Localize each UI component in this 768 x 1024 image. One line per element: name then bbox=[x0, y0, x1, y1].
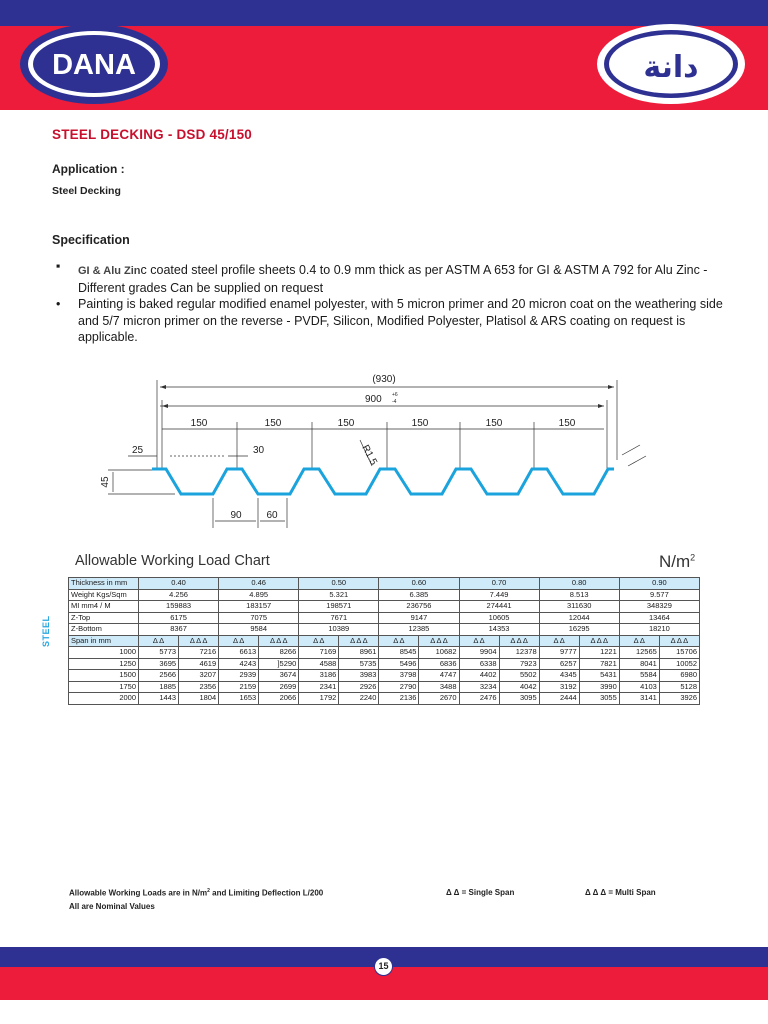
table-row bbox=[69, 635, 700, 647]
load-cell: 3488 bbox=[419, 681, 459, 693]
spec-bullet-1-prefix: GI & Alu Zin bbox=[78, 265, 141, 277]
span-type-multi: Δ Δ Δ bbox=[659, 635, 699, 647]
table-cell: 274441 bbox=[459, 601, 539, 613]
footnote-loads-a: Allowable Working Loads are in N/m bbox=[69, 888, 208, 898]
dimension-arrows bbox=[160, 385, 614, 408]
dim-pitch-6: 150 bbox=[558, 418, 576, 429]
load-cell: 2670 bbox=[419, 693, 459, 705]
load-cell: 4345 bbox=[539, 670, 579, 682]
load-cell: 3141 bbox=[619, 693, 659, 705]
load-cell: 6980 bbox=[659, 670, 699, 682]
table-cell: 7075 bbox=[219, 612, 299, 624]
dim-tol-plus: +6 bbox=[392, 392, 398, 398]
specification-list bbox=[56, 259, 724, 346]
logo-en-text: DANA bbox=[52, 49, 136, 81]
chart-unit-text: N/m bbox=[659, 552, 691, 571]
dim-pitch-1: 150 bbox=[190, 418, 208, 429]
load-cell: 5735 bbox=[339, 658, 379, 670]
row-label: Weight Kgs/Sqm bbox=[69, 589, 139, 601]
table-cell: 14353 bbox=[459, 624, 539, 636]
span-rows bbox=[69, 647, 700, 705]
spec-bullet-2-text: Painting is baked regular modified enamel polyester, with 5 micron primer and 20 micron coat on the weathering side and 5/7 micron primer on the reverse - PVDF, Silicon, Modified Polyester, Platisol & ARS coating on request is applicable. bbox=[78, 297, 723, 344]
dim-bottom: 90 bbox=[230, 510, 242, 521]
table-row bbox=[69, 624, 700, 636]
load-cell: 8961 bbox=[339, 647, 379, 659]
span-value: 2000 bbox=[69, 693, 139, 705]
load-cell: 3798 bbox=[379, 670, 419, 682]
load-cell: 7821 bbox=[579, 658, 619, 670]
load-cell: 2444 bbox=[539, 693, 579, 705]
table-cell: 9584 bbox=[219, 624, 299, 636]
load-cell: 2356 bbox=[179, 681, 219, 693]
load-cell: 8545 bbox=[379, 647, 419, 659]
dim-top-flange: 30 bbox=[253, 445, 265, 456]
table-cell: 12385 bbox=[379, 624, 459, 636]
span-type-multi: Δ Δ Δ bbox=[259, 635, 299, 647]
table-cell: 9.577 bbox=[619, 589, 699, 601]
load-cell: 7923 bbox=[499, 658, 539, 670]
table-row bbox=[69, 612, 700, 624]
load-cell: 9904 bbox=[459, 647, 499, 659]
legend-single-span: Δ Δ = Single Span bbox=[446, 888, 515, 897]
table-row bbox=[69, 670, 700, 682]
table-cell: 7671 bbox=[299, 612, 379, 624]
table-row bbox=[69, 578, 700, 590]
table-cell: 12044 bbox=[539, 612, 619, 624]
bullet-dot: ▪ bbox=[56, 259, 61, 273]
table-row bbox=[69, 601, 700, 613]
load-cell: 6338 bbox=[459, 658, 499, 670]
table-cell: 13464 bbox=[619, 612, 699, 624]
row-label: Z-Top bbox=[69, 612, 139, 624]
footnote-loads-sup: 2 bbox=[207, 888, 210, 894]
load-cell: 1792 bbox=[299, 693, 339, 705]
load-cell: 2926 bbox=[339, 681, 379, 693]
span-value: 1000 bbox=[69, 647, 139, 659]
load-cell: 3674 bbox=[259, 670, 299, 682]
load-cell: 3186 bbox=[299, 670, 339, 682]
table-cell: 10389 bbox=[299, 624, 379, 636]
table-row bbox=[69, 647, 700, 659]
load-cell: 4588 bbox=[299, 658, 339, 670]
table-cell: 311630 bbox=[539, 601, 619, 613]
load-cell: 4402 bbox=[459, 670, 499, 682]
load-cell: 8041 bbox=[619, 658, 659, 670]
load-cell: 2159 bbox=[219, 681, 259, 693]
table-cell: 8367 bbox=[139, 624, 219, 636]
load-cell: 10052 bbox=[659, 658, 699, 670]
application-value: Steel Decking bbox=[52, 185, 121, 197]
footnote-nominal: All are Nominal Values bbox=[69, 902, 155, 911]
load-cell: 4747 bbox=[419, 670, 459, 682]
table-cell: 4.895 bbox=[219, 589, 299, 601]
spec-bullet-2 bbox=[56, 296, 724, 346]
table-cell: 183157 bbox=[219, 601, 299, 613]
dimension-labels bbox=[100, 374, 576, 521]
span-type-multi: Δ Δ Δ bbox=[419, 635, 459, 647]
load-cell: 5584 bbox=[619, 670, 659, 682]
application-heading: Application : bbox=[52, 162, 125, 176]
load-cell: 3207 bbox=[179, 670, 219, 682]
load-cell: 4243 bbox=[219, 658, 259, 670]
load-cell: 3055 bbox=[579, 693, 619, 705]
steel-side-label: STEEL bbox=[41, 615, 51, 647]
page-number: 15 bbox=[374, 957, 393, 976]
load-cell: 5496 bbox=[379, 658, 419, 670]
chart-title: Allowable Working Load Chart bbox=[75, 553, 270, 569]
load-cell: 2699 bbox=[259, 681, 299, 693]
table-row bbox=[69, 681, 700, 693]
dim-web: 60 bbox=[266, 510, 278, 521]
table-cell: 10605 bbox=[459, 612, 539, 624]
table-cell: 4.256 bbox=[139, 589, 219, 601]
span-type-single: Δ Δ bbox=[219, 635, 259, 647]
spec-bullet-1 bbox=[56, 259, 724, 296]
table-cell: 0.40 bbox=[139, 578, 219, 590]
span-value: 1500 bbox=[69, 670, 139, 682]
span-type-single: Δ Δ bbox=[459, 635, 499, 647]
load-cell: 3990 bbox=[579, 681, 619, 693]
dim-tol-minus: -4 bbox=[392, 399, 397, 405]
table-cell: 0.90 bbox=[619, 578, 699, 590]
load-cell: 2790 bbox=[379, 681, 419, 693]
load-cell: 4619 bbox=[179, 658, 219, 670]
load-cell: 8266 bbox=[259, 647, 299, 659]
footnote-loads-b: and Limiting Deflection L/200 bbox=[209, 888, 324, 898]
dim-edge: 25 bbox=[132, 445, 144, 456]
span-type-single: Δ Δ bbox=[139, 635, 179, 647]
load-cell: 1443 bbox=[139, 693, 179, 705]
spec-bullet-1-text: c coated steel profile sheets 0.4 to 0.9 mm thick as per ASTM A 653 for GI & ASTM A 792 for Alu Zinc - Different grades Can be supplied on request bbox=[78, 263, 708, 295]
span-type-single: Δ Δ bbox=[619, 635, 659, 647]
dim-pitch-2: 150 bbox=[264, 418, 282, 429]
load-cell: 3926 bbox=[659, 693, 699, 705]
load-cell: 4042 bbox=[499, 681, 539, 693]
row-label: Z-Bottom bbox=[69, 624, 139, 636]
load-cell: 2136 bbox=[379, 693, 419, 705]
load-cell: 5431 bbox=[579, 670, 619, 682]
load-cell: 2476 bbox=[459, 693, 499, 705]
dim-pitch-4: 150 bbox=[411, 418, 429, 429]
load-cell: 6257 bbox=[539, 658, 579, 670]
dana-logo-ar bbox=[595, 22, 747, 106]
load-cell: 12565 bbox=[619, 647, 659, 659]
chart-unit-sup: 2 bbox=[690, 552, 696, 563]
span-type-single: Δ Δ bbox=[299, 635, 339, 647]
dim-cover: 900 bbox=[365, 394, 382, 405]
dim-radius: R1.5 bbox=[359, 443, 379, 468]
table-cell: 159883 bbox=[139, 601, 219, 613]
table-row bbox=[69, 658, 700, 670]
footnote-loads bbox=[69, 888, 323, 898]
table-cell: 236756 bbox=[379, 601, 459, 613]
load-cell: 2066 bbox=[259, 693, 299, 705]
dim-height: 45 bbox=[100, 476, 111, 488]
table-cell: 7.449 bbox=[459, 589, 539, 601]
dim-pitch-5: 150 bbox=[485, 418, 503, 429]
load-cell: ]5290 bbox=[259, 658, 299, 670]
table-cell: 0.50 bbox=[299, 578, 379, 590]
dana-logo-en bbox=[18, 22, 170, 106]
table-cell: 9147 bbox=[379, 612, 459, 624]
load-cell: 6836 bbox=[419, 658, 459, 670]
deck-profile bbox=[152, 469, 614, 494]
load-cell: 10682 bbox=[419, 647, 459, 659]
load-cell: 1804 bbox=[179, 693, 219, 705]
load-cell: 2939 bbox=[219, 670, 259, 682]
page-title: STEEL DECKING - DSD 45/150 bbox=[52, 127, 253, 142]
load-cell: 9777 bbox=[539, 647, 579, 659]
chart-unit bbox=[659, 552, 695, 572]
load-chart-table bbox=[68, 577, 700, 705]
load-cell: 1885 bbox=[139, 681, 179, 693]
dim-overall: (930) bbox=[372, 374, 396, 385]
load-cell: 5773 bbox=[139, 647, 179, 659]
table-cell: 5.321 bbox=[299, 589, 379, 601]
logo-ar-text: دانة bbox=[643, 50, 699, 85]
load-cell: 2566 bbox=[139, 670, 179, 682]
table-cell: 0.70 bbox=[459, 578, 539, 590]
specification-heading: Specification bbox=[52, 233, 130, 247]
load-cell: 15706 bbox=[659, 647, 699, 659]
row-label: Thickness in mm bbox=[69, 578, 139, 590]
load-cell: 1653 bbox=[219, 693, 259, 705]
load-cell: 4103 bbox=[619, 681, 659, 693]
load-cell: 2341 bbox=[299, 681, 339, 693]
span-value: 1250 bbox=[69, 658, 139, 670]
row-label: Span in mm bbox=[69, 635, 139, 647]
span-type-multi: Δ Δ Δ bbox=[179, 635, 219, 647]
dim-pitch-3: 150 bbox=[337, 418, 355, 429]
span-type-multi: Δ Δ Δ bbox=[339, 635, 379, 647]
span-type-multi: Δ Δ Δ bbox=[499, 635, 539, 647]
load-cell: 7169 bbox=[299, 647, 339, 659]
bullet-dot: • bbox=[56, 297, 61, 311]
span-type-single: Δ Δ bbox=[379, 635, 419, 647]
span-value: 1750 bbox=[69, 681, 139, 693]
table-row bbox=[69, 589, 700, 601]
load-cell: 1221 bbox=[579, 647, 619, 659]
table-cell: 0.46 bbox=[219, 578, 299, 590]
load-cell: 2240 bbox=[339, 693, 379, 705]
table-cell: 6.385 bbox=[379, 589, 459, 601]
table-cell: 0.80 bbox=[539, 578, 619, 590]
table-cell: 8.513 bbox=[539, 589, 619, 601]
legend-multi-span: Δ Δ Δ = Multi Span bbox=[585, 888, 656, 897]
load-cell: 5128 bbox=[659, 681, 699, 693]
load-cell: 3095 bbox=[499, 693, 539, 705]
table-cell: 16295 bbox=[539, 624, 619, 636]
load-cell: 6613 bbox=[219, 647, 259, 659]
load-cell: 7216 bbox=[179, 647, 219, 659]
load-cell: 12378 bbox=[499, 647, 539, 659]
table-cell: 198571 bbox=[299, 601, 379, 613]
table-cell: 0.60 bbox=[379, 578, 459, 590]
table-cell: 348329 bbox=[619, 601, 699, 613]
row-label: MI mm4 / M bbox=[69, 601, 139, 613]
table-row bbox=[69, 693, 700, 705]
table-cell: 6175 bbox=[139, 612, 219, 624]
load-cell: 3192 bbox=[539, 681, 579, 693]
load-cell: 3983 bbox=[339, 670, 379, 682]
profile-drawing bbox=[90, 365, 690, 530]
span-type-single: Δ Δ bbox=[539, 635, 579, 647]
table-cell: 18210 bbox=[619, 624, 699, 636]
load-cell: 5502 bbox=[499, 670, 539, 682]
load-cell: 3234 bbox=[459, 681, 499, 693]
load-cell: 3695 bbox=[139, 658, 179, 670]
span-type-multi: Δ Δ Δ bbox=[579, 635, 619, 647]
